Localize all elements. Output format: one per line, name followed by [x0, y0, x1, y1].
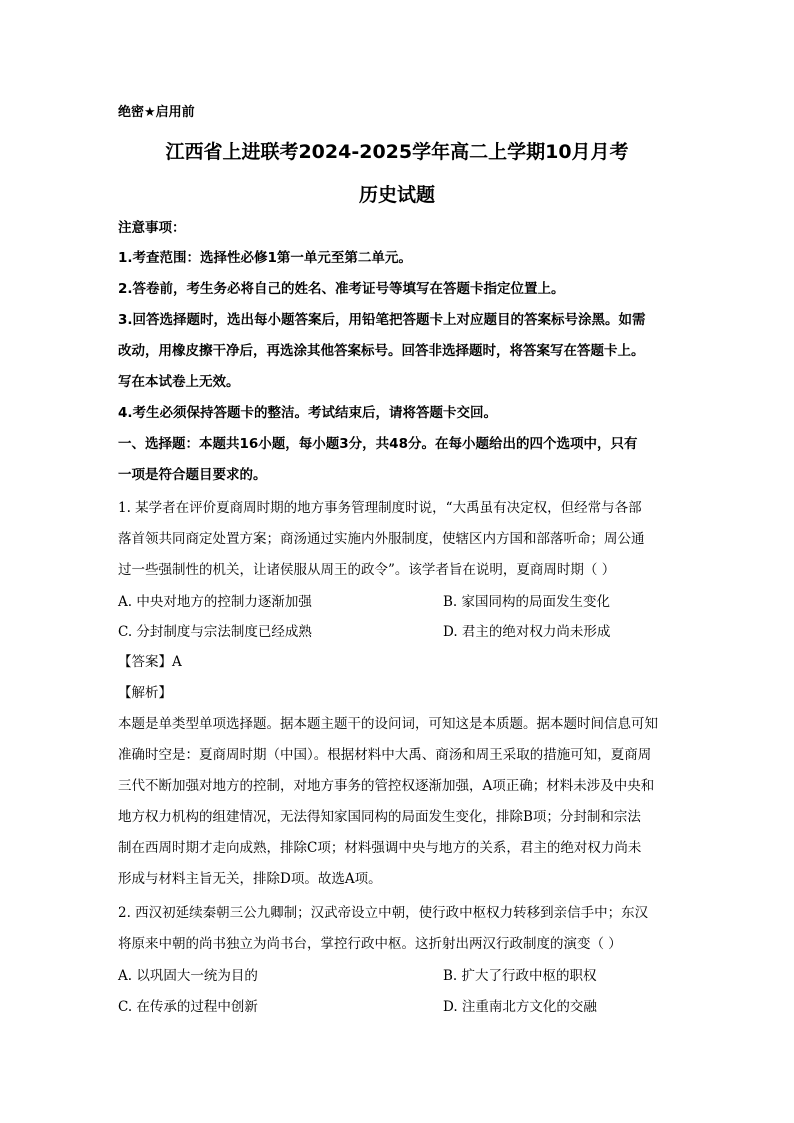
- q1-analysis-line: 三代不断加强对地方的控制，对地方事务的管控权逐渐加强，A项正确；材料未涉及中央和: [118, 778, 655, 794]
- q1-answer: 【答案】A: [118, 654, 182, 670]
- q1-analysis-line: 本题是单类型单项选择题。据本题主题干的设问词，可知这是本质题。据本题时间信息可知: [118, 716, 658, 732]
- q2-option-b: B. 扩大了行政中枢的职权: [443, 968, 597, 984]
- notes-line: 3.回答选择题时，选出每小题答案后，用铅笔把答题卡上对应题目的答案标号涂黑。如需: [118, 312, 646, 328]
- notes-line: 4.考生必须保持答题卡的整洁。考试结束后，请将答题卡交回。: [118, 405, 498, 421]
- q1-stem-line: 1. 某学者在评价夏商周时期的地方事务管理制度时说，“大禹虽有决定权，但经常与各部: [118, 500, 642, 516]
- q1-analysis-line: 准确时空是：夏商周时期（中国）。根据材料中大禹、商汤和周王采取的措施可知，夏商周: [118, 747, 652, 763]
- exam-title: 江西省上进联考2024-2025学年高二上学期10月月考: [165, 141, 629, 163]
- q1-option-c: C. 分封制度与宗法制度已经成熟: [118, 624, 312, 640]
- q1-analysis-line: 地方权力机构的组建情况，无法得知家国同构的局面发生变化，排除B项；分封制和宗法: [118, 809, 641, 825]
- q1-analysis-heading: 【解析】: [118, 685, 172, 701]
- confidential-label: 绝密★启用前: [118, 105, 195, 120]
- q1-option-a: A. 中央对地方的控制力逐渐加强: [118, 594, 312, 610]
- q2-option-d: D. 注重南北方文化的交融: [443, 999, 597, 1015]
- notes-line: 写在本试卷上无效。: [118, 374, 240, 390]
- exam-subject: 历史试题: [358, 184, 435, 206]
- q2-stem-line: 2. 西汉初延续秦朝三公九卿制；汉武帝设立中朝，使行政中枢权力转移到亲信手中；东汉: [118, 905, 649, 921]
- q2-option-c: C. 在传承的过程中创新: [118, 999, 258, 1015]
- q1-stem-line: 过一些强制性的机关，让诸侯服从周王的政令”。该学者旨在说明，夏商周时期（ ）: [118, 562, 616, 578]
- section-instructions: 一、选择题：本题共16小题，每小题3分，共48分。在每小题给出的四个选项中，只有: [118, 436, 638, 452]
- q1-option-d: D. 君主的绝对权力尚未形成: [443, 624, 611, 640]
- notes-line: 1.考查范围：选择性必修1第一单元至第二单元。: [118, 250, 412, 266]
- q1-option-b: B. 家国同构的局面发生变化: [443, 594, 611, 610]
- notes-heading: 注意事项：: [118, 220, 186, 236]
- q1-analysis-line: 形成与材料主旨无关，排除D项。故选A项。: [118, 871, 382, 887]
- q1-stem-line: 落首领共同商定处置方案；商汤通过实施内外服制度，使辖区内方国和部落听命；周公通: [118, 531, 645, 547]
- section-instructions: 一项是符合题目要求的。: [118, 467, 267, 483]
- q2-option-a: A. 以巩固大一统为目的: [118, 968, 258, 984]
- q1-analysis-line: 制在西周时期才走向成熟，排除C项；材料强调中央与地方的关系，君主的绝对权力尚未: [118, 840, 642, 856]
- notes-line: 改动，用橡皮擦干净后，再选涂其他答案标号。回答非选择题时，将答案写在答题卡上。: [118, 343, 645, 359]
- q2-stem-line: 将原来中朝的尚书独立为尚书台，掌控行政中枢。这折射出两汉行政制度的演变（ ）: [118, 936, 622, 952]
- notes-line: 2.答卷前，考生务必将自己的姓名、准考证号等填写在答题卡指定位置上。: [118, 281, 565, 297]
